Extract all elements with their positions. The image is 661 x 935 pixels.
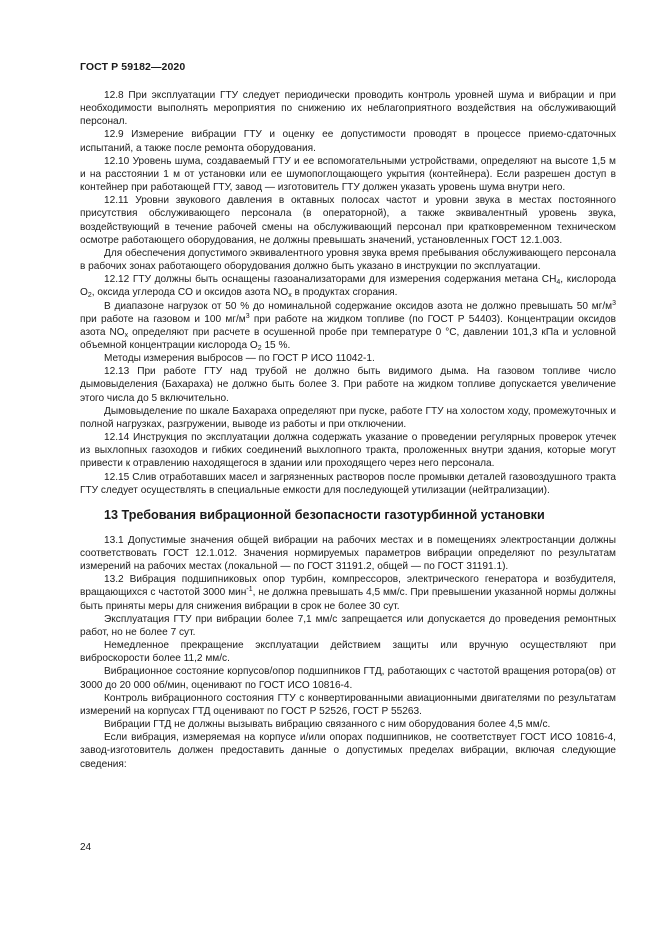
paragraph-12-11: 12.11 Уровни звукового давления в октавных полосах частот и уровни звука в местах постоянного присутствия обслуживающего персонала (в операторной), а также эквивалентный уровень звука, воздействующий в течение рабочей смены на обслуживающий персонал при кратковременном техническом осмотре работающего оборудования, не должны превышать значений, установленных ГОСТ 12.1.003.: [80, 195, 616, 246]
section-13-heading: 13 Требования вибрационной безопасности газотурбинной установки: [104, 507, 545, 522]
paragraph-vibration-11-2: Немедленное прекращение эксплуатации действием защиты или вручную осуществляют при виброскорости более 11,2 мм/с.: [80, 640, 616, 665]
paragraph-12-15: 12.15 Слив отработавших масел и загрязненных растворов после промывки деталей газовоздушного тракта ГТУ следует осуществлять в специальные емкости для последующей утилизации (нейтрализации).: [80, 471, 616, 496]
paragraph-12-9: 12.9 Измерение вибрации ГТУ и оценку ее допустимости проводят в процессе приемо-сдаточных испытаний, а также после ремонта оборудования.: [80, 129, 616, 154]
paragraph-13-1: 13.1 Допустимые значения общей вибрации на рабочих местах и в помещениях электростанции должны соответствовать ГОСТ 12.1.012. Значения нормируемых параметров вибрации определяют по результатам измерений на рабочих местах (локальной — по ГОСТ 31191.2, общей — по ГОСТ 31191.1).: [80, 534, 616, 573]
paragraph-emission-methods: Методы измерения выбросов — по ГОСТ Р ИСО 11042-1.: [104, 353, 375, 365]
paragraph-bacharach: Дымовыделение по шкале Бахараха определяют при пуске, работе ГТУ на холостом ходу, промежуточных и полной нагрузках, разгружении, выводе из работы и при отключении.: [80, 405, 616, 430]
document-header: ГОСТ Р 59182—2020: [80, 61, 186, 73]
paragraph-aviation-engines: Контроль вибрационного состояния ГТУ с конвертированными авиационными двигателями по результатам измерений на корпусах ГТД оценивают по ГОСТ Р 52526, ГОСТ Р 55263.: [80, 692, 616, 717]
paragraph-vibration-7-1: Эксплуатация ГТУ при вибрации более 7,1 мм/с запрещается или допускается до проведения ремонтных работ, но не более 7 сут.: [80, 613, 616, 638]
paragraph-12-14: 12.14 Инструкция по эксплуатации должна содержать указание о проведении регулярных проверок утечек из выхлопных газоходов и гибких соединений выхлопного тракта, проложенных внутри здания, которые могут привести к отравлению находящегося в здании или проходящего через него персонала.: [80, 432, 616, 470]
document-body: [80, 89, 616, 771]
paragraph-13-2: 13.2 Вибрация подшипниковых опор турбин, компрессоров, электрического генератора и возбудителя, вращающихся с частотой 3000 мин$^{-1}$, не должна превышать 4,5 мм/с. При превышении указанной нормы должны быть приняты меры для снижения вибрации в срок не более 30 сут.: [80, 574, 617, 612]
paragraph-exposure-time: Для обеспечения допустимого эквивалентного уровня звука время пребывания обслуживающего персонала в рабочих зонах работающего оборудования должно быть указано в инструкции по эксплуатации.: [80, 247, 616, 273]
paragraph-connected-equipment: Вибрации ГТД не должны вызывать вибрацию связанного с ним оборудования более 4,5 мм/с.: [104, 719, 551, 731]
paragraph-manufacturer-data: Если вибрация, измеряемая на корпусе и/или опорах подшипников, не соответствует ГОСТ ИСО 10816-4, завод-изготовитель должен предоставить данные о допустимых пределах вибрации, включая следующие сведения:: [80, 732, 616, 770]
page-number: 24: [80, 842, 92, 853]
paragraph-12-12: 12.12 ГТУ должны быть оснащены газоанализаторами для измерения содержания метана $CH_4$, кислорода $O_2$, оксида углерода CO и оксидов азота $NO_x$ в продуктах сгорания.: [80, 274, 617, 300]
paragraph-nox-limits: В диапазоне нагрузок от 50 % до номинальной содержание оксидов азота не должно превышать 50 $мг/м^3$ при работе на газовом и 100 $мг/м^3$ при работе на жидком топливе (по ГОСТ Р 54403). Концентрации оксидов азота $NO_x$ определяют при расчете в осушенной пробе при температуре 0 °С, давлении 101,3 кПа и условной объемной концентрации кислорода $O_2$ 15 %.: [80, 299, 616, 352]
paragraph-12-13: 12.13 При работе ГТУ над трубой не должно быть видимого дыма. На газовом топливе число дымовыделения (Бахараха) не должно быть более 3. При работе на жидком топливе допускается увеличение этого числа до 5 включительно.: [80, 366, 616, 404]
paragraph-12-8: 12.8 При эксплуатации ГТУ следует периодически проводить контроль уровней шума и вибрации и при необходимости выполнять мероприятия по снижению их неблагоприятного воздействия на обслуживающий персонал.: [80, 90, 616, 128]
paragraph-12-10: 12.10 Уровень шума, создаваемый ГТУ и ее вспомогательными устройствами, определяют на высоте 1,5 м и на расстоянии 1 м от установки или ее шумопоглощающего укрытия (контейнера). Если разрешен доступ в контейнер при работающей ГТУ, завод — изготовитель ГТУ должен указать уровень шума внутри него.: [80, 155, 616, 194]
paragraph-bearing-housings: Вибрационное состояние корпусов/опор подшипников ГТД, работающих с частотой вращения ротора(ов) от 3000 до 20 000 об/мин, оценивают по ГОСТ ИСО 10816-4.: [80, 666, 616, 691]
